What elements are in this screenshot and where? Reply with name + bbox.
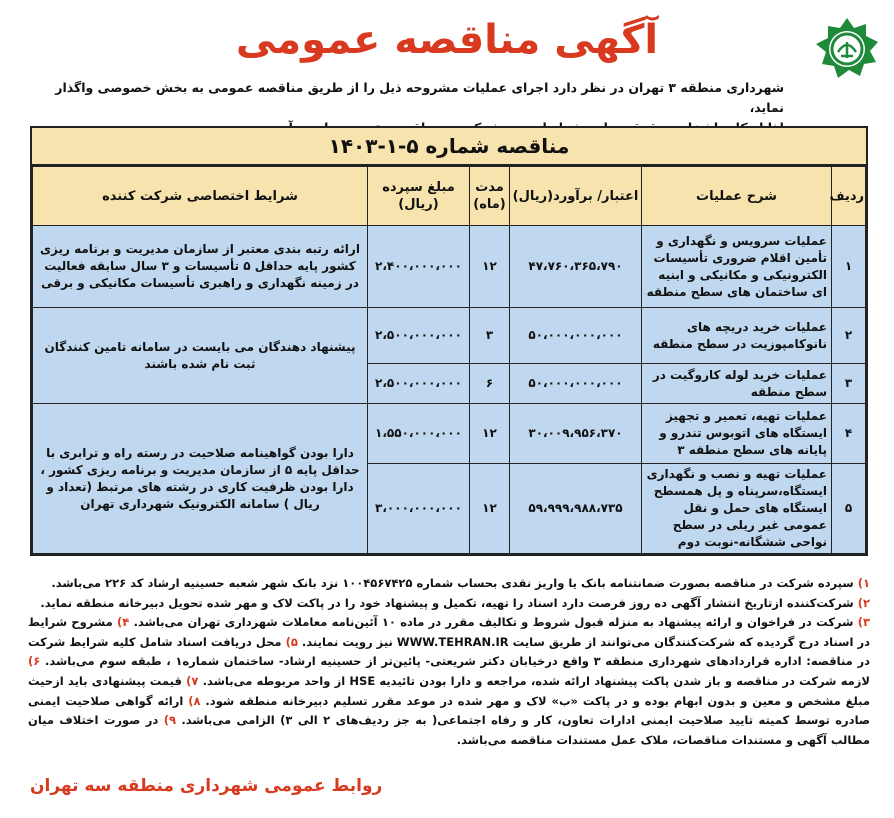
row-number: ۵ [832,464,866,554]
row-deposit: ۱،۵۵۰،۰۰۰،۰۰۰ [368,404,470,464]
row-budget: ۳۰،۰۰۹،۹۵۶،۳۷۰ [510,404,642,464]
row-duration: ۱۲ [470,404,510,464]
note-number: ۹) [163,713,176,728]
note-text: مشروح شرایط در اسناد درج گردیده که شرکت‌کنندگان می‌توانند از طریق سایت WWW.TEHRAN.IR نیز رویت نمایند. [28,615,870,649]
intro-line1: در نظر دارد اجرای عملیات مشروحه ذیل را از طریق مناقصه عمومی به بخش خصوصی واگذار نماید، [55,80,784,115]
row-conditions: دارا بودن گواهینامه صلاحیت در رسته راه و ترابری با حداقل پایه ۵ از سازمان مدیریت و برنامه ریزی کشور ، دارا بودن ظرفیت کاری در رشته های مرتبط (تعداد و ریال ) سامانه الکترونیک شهرداری تهران [33,404,368,554]
row-budget: ۵۹،۹۹۹،۹۸۸،۷۳۵ [510,464,642,554]
header-conditions: شرایط اختصاصی شرکت کننده [33,167,368,226]
note-text: شرکت‌کننده ازتاریخ انتشار آگهی ده روز فرصت دارد اسناد را تهیه، تکمیل و پیشنهاد خود را در پاکت لاک و مهر شده تحویل دبیرخانه منطقه نماید. [40,595,858,610]
note-number: ۴) [117,615,130,630]
header-description: شرح عملیات [642,167,832,226]
table-header-row [33,167,866,226]
note-text: سپرده شرکت در مناقصه بصورت ضمانتنامه بانک یا واریز نقدی بحساب شماره ۱۰۰۴۵۶۷۴۲۵ نزد بانک شهر شعبه حسینیه ارشاد کد ۲۲۶ می‌باشد. [51,576,858,590]
row-description: عملیات خرید دریچه های نانوکامپوزیت در سطح منطقه [642,308,832,364]
row-deposit: ۲،۵۰۰،۰۰۰،۰۰۰ [368,308,470,364]
row-duration: ۳ [470,308,510,364]
note-number: ۶) [28,654,41,669]
headline: آگهی مناقصه عمومی [235,17,659,63]
note-text: در صورت اختلاف میان مطالب آگهی و مستندات مناقصات، ملاک عمل مستندات مناقصه می‌باشد. [28,713,870,747]
note-number: ۱) [857,576,870,590]
note-text: ارائه گواهی صلاحیت ایمنی صادره توسط کمیته تایید صلاحیت ایمنی ادارات تعاون، کار و رفاه اجتماعی( به جز ردیف‌های ۲ الی ۳) الزامی می‌باشد. [28,693,870,728]
row-number: ۱ [832,226,866,308]
tender-table [32,166,866,554]
row-deposit: ۲،۴۰۰،۰۰۰،۰۰۰ [368,226,470,308]
note-number: ۳) [857,615,870,630]
row-number: ۳ [832,364,866,404]
note-text: محل دریافت اسناد شامل کلیه شرایط شرکت در مناقصه: اداره قراردادهای شهرداری منطقه ۳ واقع درخیابان دکتر شریعتی- پائین‌تر از حسینیه ارشاد- ساختمان شماره۱ ، طبقه سوم می‌باشد. [28,634,870,669]
note-text: لازمه شرکت در مناقصه و باز شدن پاکت پیشنهاد ارائه شده، مراجعه و دارا بودن تائیدیه HSE از واحد مربوطه می‌باشد. [202,673,870,688]
row-duration: ۱۲ [470,464,510,554]
row-budget: ۴۷،۷۶۰،۳۶۵،۷۹۰ [510,226,642,308]
note-number: ۲) [857,595,870,610]
row-description: عملیات تهیه، تعمیر و تجهیز ایستگاه های اتوبوس تندرو و پایانه های سطح منطقه ۳ [642,404,832,464]
tender-table-frame [30,126,868,556]
footer-signature: روابط عمومی شهرداری منطقه سه تهران [30,776,383,796]
row-conditions: پیشنهاد دهندگان می بایست در سامانه تامین کنندگان ثبت نام شده باشند [33,308,368,404]
row-budget: ۵۰،۰۰۰،۰۰۰،۰۰۰ [510,364,642,404]
note-text: شرکت در فراخوان و ارائه پیشنهاد به منزله قبول شروط و تکالیف مقرر در ماده ۱۰ آئین‌نامه معاملات شهرداری تهران می‌باشد. [133,615,858,630]
row-budget: ۵۰،۰۰۰،۰۰۰،۰۰۰ [510,308,642,364]
header-row-number: ردیف [832,167,866,226]
note-text: قیمت پیشنهادی باید ازحیث مبلغ مشخص و معین و بدون ابهام بوده و در پاکت «ب» لاک و مهر شده در موعد مقرر تسلیم دبیرخانه منطقه شود. [28,673,870,708]
note-number: ۸) [188,693,201,708]
table-row [33,226,866,308]
tender-notes [28,574,870,750]
row-number: ۴ [832,404,866,464]
note-number: ۵) [285,634,298,649]
row-deposit: ۲،۵۰۰،۰۰۰،۰۰۰ [368,364,470,404]
row-number: ۲ [832,308,866,364]
tehran-municipality-logo-icon [814,16,880,82]
row-description: عملیات تهیه و نصب و نگهداری ایستگاه،سرپناه و پل همسطح ایستگاه های حمل و نقل عمومی غیر ریلی در سطح نواحی ششگانه-نوبت دوم [642,464,832,554]
header-duration: مدت (ماه) [470,167,510,226]
note-number: ۷) [186,673,199,688]
table-row [33,308,866,364]
header-deposit: مبلغ سپرده (ریال) [368,167,470,226]
intro-org: شهرداری منطقه ۳ تهران [628,80,784,95]
row-duration: ۶ [470,364,510,404]
row-description: عملیات خرید لوله کاروگیت در سطح منطقه [642,364,832,404]
row-conditions: ارائه رتبه بندی معتبر از سازمان مدیریت و برنامه ریزی کشور پایه حداقل ۵ تأسیسات و ۳ سال سابقه فعالیت در زمینه نگهداری و راهبری تأسیسات مکانیکی و برقی [33,226,368,308]
header-budget: اعتبار/ برآورد(ریال) [510,167,642,226]
row-description: عملیات سرویس و نگهداری و تأمین اقلام ضروری تأسیسات الکترونیکی و مکانیکی و ابنیه ای ساختمان های سطح منطقه [642,226,832,308]
table-row [33,404,866,464]
row-duration: ۱۲ [470,226,510,308]
row-deposit: ۳،۰۰۰،۰۰۰،۰۰۰ [368,464,470,554]
tender-number: مناقصه شماره ۵-۱-۱۴۰۳ [32,128,866,166]
